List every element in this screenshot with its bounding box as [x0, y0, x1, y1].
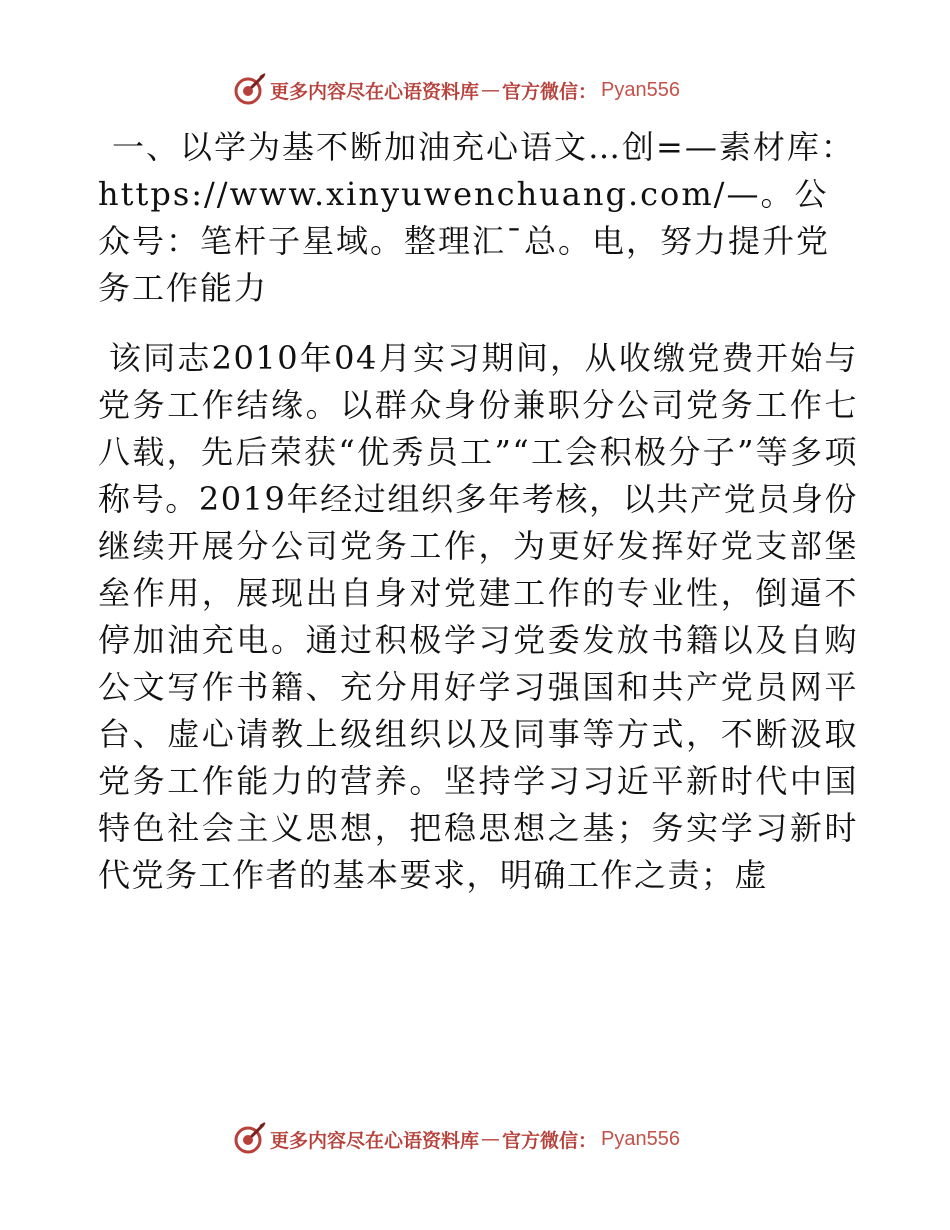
- brush-logo-icon: [232, 1122, 266, 1156]
- banner-wechat-id: Pyan556: [601, 1127, 680, 1150]
- banner-text: 更多内容尽在心语资料库: [270, 1129, 480, 1152]
- header-watermark-banner: [232, 70, 680, 110]
- banner-wechat-label: 官方微信：: [502, 1129, 598, 1152]
- footer-watermark-banner: [232, 1119, 680, 1159]
- banner-wechat-id: Pyan556: [601, 78, 680, 101]
- banner-dash: —: [481, 79, 501, 101]
- document-body: [98, 124, 858, 899]
- banner-wechat-label: 官方微信：: [502, 80, 598, 103]
- section-heading: [98, 124, 858, 312]
- section-heading-text: 一、以学为基不断加油充心语文…创=—素材库：https://www.xinyuwenchuang.com/—。公众号：笔杆子星域。整理汇¯总。电，努力提升党务工作能力: [98, 128, 855, 307]
- banner-dash: —: [481, 1128, 501, 1150]
- body-paragraph-text: 该同志2010年04月实习期间，从收缴党费开始与党务工作结缘。以群众身份兼职分公司党务工作七八载，先后荣获“优秀员工”“工会积极分子”等多项称号。2019年经过组织多年考核，以共产党员身份继续开展分公司党务工作，为更好发挥好党支部堡垒作用，展现出自身对党建工作的专业性，倒逼不停加油充电。通过积极学习党委发放书籍以及自购公文写作书籍、充分用好学习强国和共产党员网平台、虚心请教上级组织以及同事等方式，不断汲取党务工作能力的营养。坚持学习习近平新时代中国特色社会主义思想，把稳思想之基；务实学习新时代党务工作者的基本要求，明确工作之责；虚: [98, 339, 858, 894]
- banner-text: 更多内容尽在心语资料库: [270, 80, 480, 103]
- brush-logo-icon: [232, 73, 266, 107]
- body-paragraph: [98, 335, 858, 899]
